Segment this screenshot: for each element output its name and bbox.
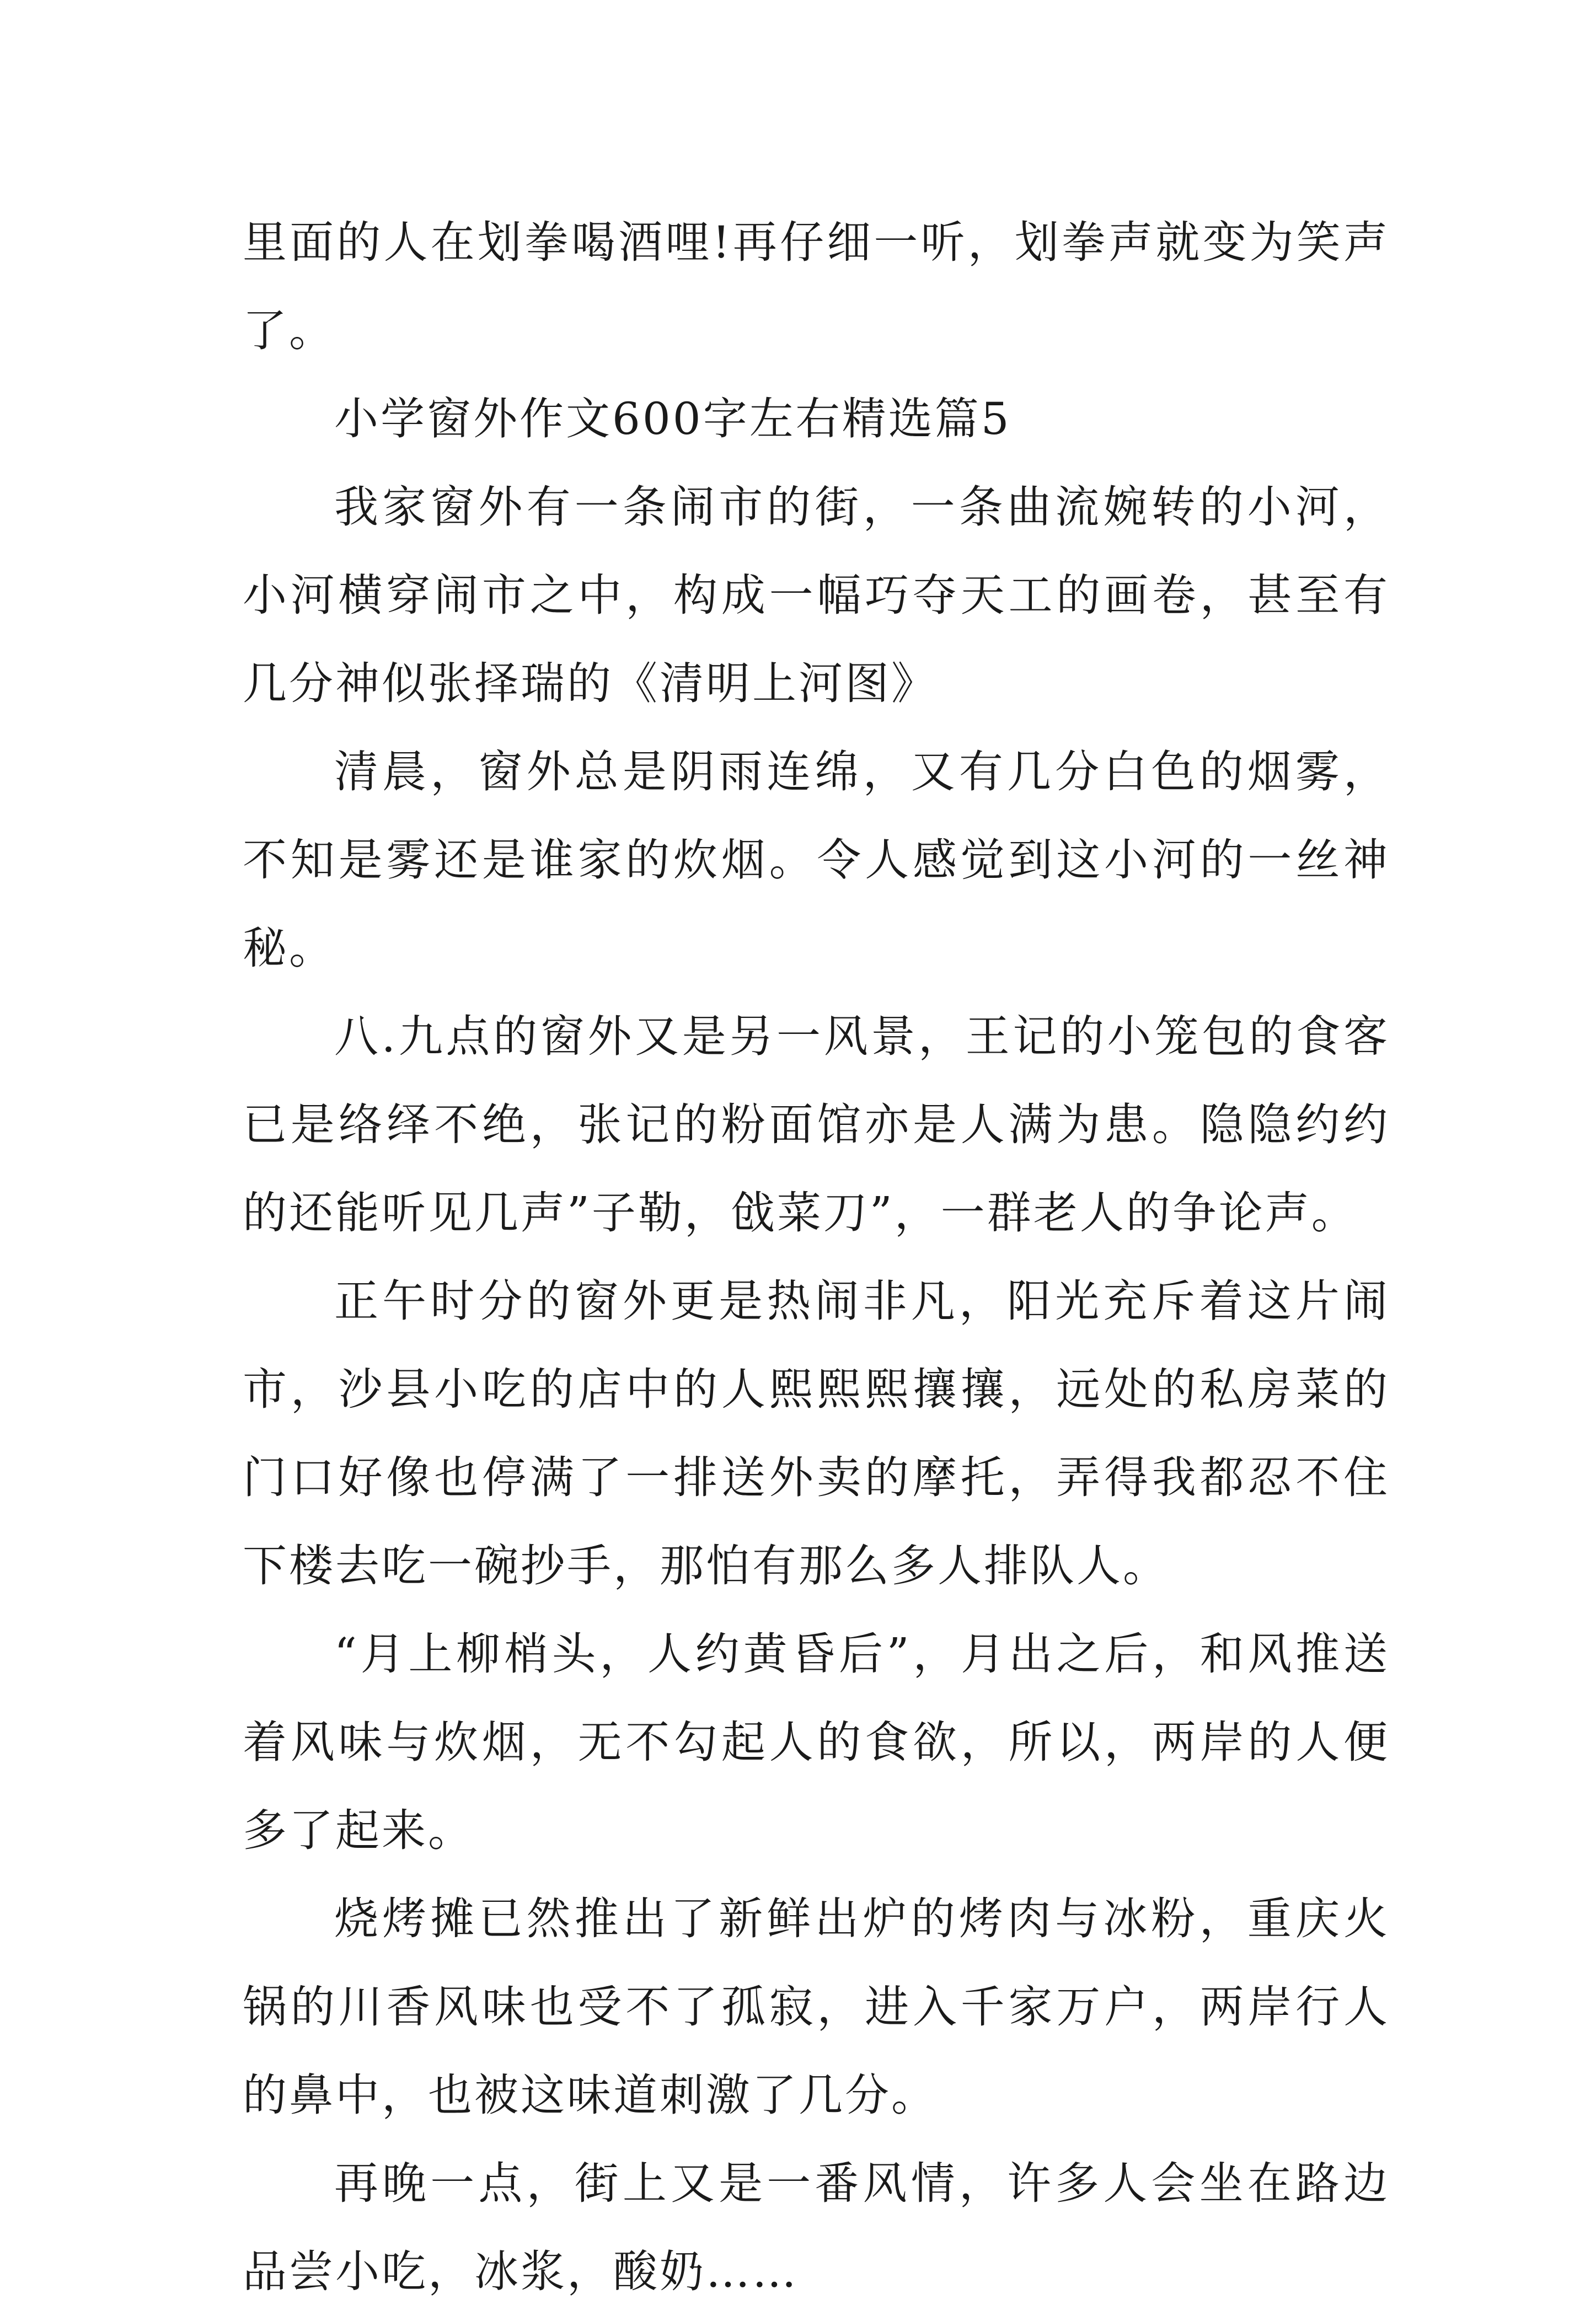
paragraph-6: 烧烤摊已然推出了新鲜出炉的烤肉与冰粉，重庆火锅的川香风味也受不了孤寂，进入千家万户，两岸行人的鼻中，也被这味道刺激了几分。 — [243, 1893, 1390, 2121]
paragraph-1: 我家窗外有一条闹市的街，一条曲流婉转的小河，小河横穿闹市之中，构成一幅巧夺天工的画卷，甚至有几分神似张择瑞的《清明上河图》 — [243, 481, 1390, 709]
continuation-paragraph: 里面的人在划拳喝酒哩!再仔细一听，划拳声就变为笑声了。 — [243, 217, 1390, 356]
paragraph-4: 正午时分的窗外更是热闹非凡，阳光充斥着这片闹市，沙县小吃的店中的人熙熙熙攘攘，远处的私房菜的门口好像也停满了一排送外卖的摩托，弄得我都忍不住下楼去吃一碗抄手，那怕有那么多人排队人。 — [243, 1275, 1390, 1591]
section-title: 小学窗外作文600字左右精选篇5 — [334, 393, 1011, 444]
paragraph-5: “月上柳梢头，人约黄昏后”，月出之后，和风推送着风味与炊烟，无不勾起人的食欲，所以，两岸的人便多了起来。 — [243, 1628, 1390, 1856]
article-body — [243, 199, 1390, 2316]
paragraph-7: 再晚一点，街上又是一番风情，许多人会坐在路边品尝小吃，冰浆，酸奶…… — [243, 2158, 1390, 2297]
paragraph-3: 八.九点的窗外又是另一风景，王记的小笼包的食客已是络绎不绝，张记的粉面馆亦是人满为患。隐隐约约的还能听见几声”子勒，戗菜刀”，一群老人的争论声。 — [243, 1011, 1390, 1239]
paragraph-2: 清晨，窗外总是阴雨连绵，又有几分白色的烟雾，不知是雾还是谁家的炊烟。令人感觉到这小河的一丝神秘。 — [243, 746, 1390, 974]
